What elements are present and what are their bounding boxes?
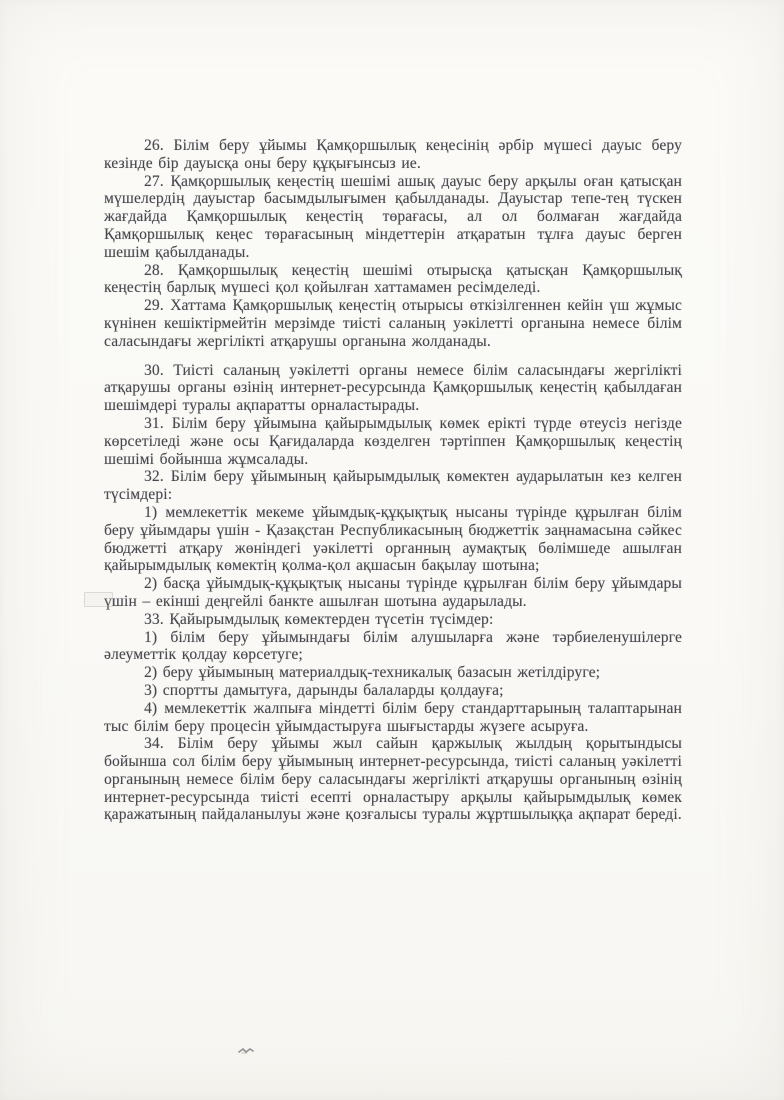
paragraph-26: 26. Білім беру ұйымы Қамқоршылық кеңесінің әрбір мүшесі дауыс беру кезінде бір дауысқа оны беру құқығынсыз ие. [104,137,682,172]
paragraph-32-item-1: 1) мемлекеттік мекеме ұйымдық-құқықтық нысаны түрінде құрылған білім беру ұйымдары үшін - Қазақстан Республикасының бюджеттік заңнамасына сәйкес бюджетті атқару жөніндегі уәкілетті органның аумақтық бөлімшеде ашылған қайырымдылық көмектің қолма-қол ақшасын бақылау шотына; [104,503,682,575]
paragraph-30: 30. Тиісті саланың уәкілетті органы немесе білім саласындағы жергілікті атқарушы органы өзінің интернет-ресурсында Қамқоршылық кеңестің қабылдаған шешімдері туралы ақпаратты орналастырады. [104,361,682,415]
paragraph-29: 29. Хаттама Қамқоршылық кеңестің отырысы өткізілгеннен кейін үш жұмыс күнінен кешіктірмейтін мерзімде тиісті саланың уәкілетті органына немесе білім саласындағы жергілікті атқарушы органына жолданады. [104,297,682,350]
bleed-through-mark [84,592,113,607]
paragraph-27: 27. Қамқоршылық кеңестің шешімі ашық дауыс беру арқылы оған қатысқан мүшелердің дауыстар басымдылығымен қабылданады. Дауыстар тепе-тең түскен жағдайда Қамқоршылық кеңестің төрағасы, ал ол болмаған жағдайда Қамқоршылық кеңес төрағасының міндеттерін атқаратын тұлға дауыс берген шешім қабылданады. [104,172,682,261]
paragraph-33-item-3: 3) спортты дамытуға, дарынды балаларды қолдауға; [144,681,504,699]
paragraph-28: 28. Қамқоршылық кеңестің шешімі отырысқа қатысқан Қамқоршылық кеңестің барлық мүшесі қол қойылған хаттамамен ресімделеді. [104,261,682,297]
paragraph-33: 33. Қайырымдылық көмектерден түсетін түсімдер: [144,610,494,628]
paragraph-32: 32. Білім беру ұйымының қайырымдылық көмектен аударылатын кез келген түсімдері: [104,468,682,504]
paragraph-34: 34. Білім беру ұйымы жыл сайын қаржылық жылдың қорытындысы бойынша сол білім беру ұйымының интернет-ресурсында, тиісті саланың уәкілетті органының немесе білім беру саласындағы жергілікті атқарушы органының өзінің интернет-ресурсында тиісті есепті орналастыру арқылы қайырымдылық көмек қаражатының пайдаланылуы және қозғалысы туралы жұртшылыққа ақпарат береді. [104,735,682,824]
document-body [104,137,682,824]
paragraph-33-item-1: 1) білім беру ұйымындағы білім алушыларға және тәрбиеленушілерге әлеуметтік қолдау көрсетуге; [104,628,682,664]
paragraph-31: 31. Білім беру ұйымына қайырымдылық көмек ерікті түрде өтеусіз негізде көрсетіледі және осы Қағидаларда көзделген тәртіппен Қамқоршылық кеңестің шешімі бойынша жұмсалады. [104,414,682,468]
ink-smudge-mark [238,1047,255,1056]
paragraph-33-item-4: 4) мемлекеттік жалпыға міндетті білім беру стандарттарының талаптарынан тыс білім беру процесін ұйымдастыруға шығыстарды жүзеге асыруға. [104,699,682,735]
paragraph-33-item-2: 2) беру ұйымының материалдық-техникалық базасын жетілдіруге; [144,664,601,682]
paragraph-32-item-2: 2) басқа ұйымдық-құқықтық нысаны түрінде құрылған білім беру ұйымдары үшін – екінші деңгейлі банкте ашылған шотына аударылады. [104,575,682,610]
